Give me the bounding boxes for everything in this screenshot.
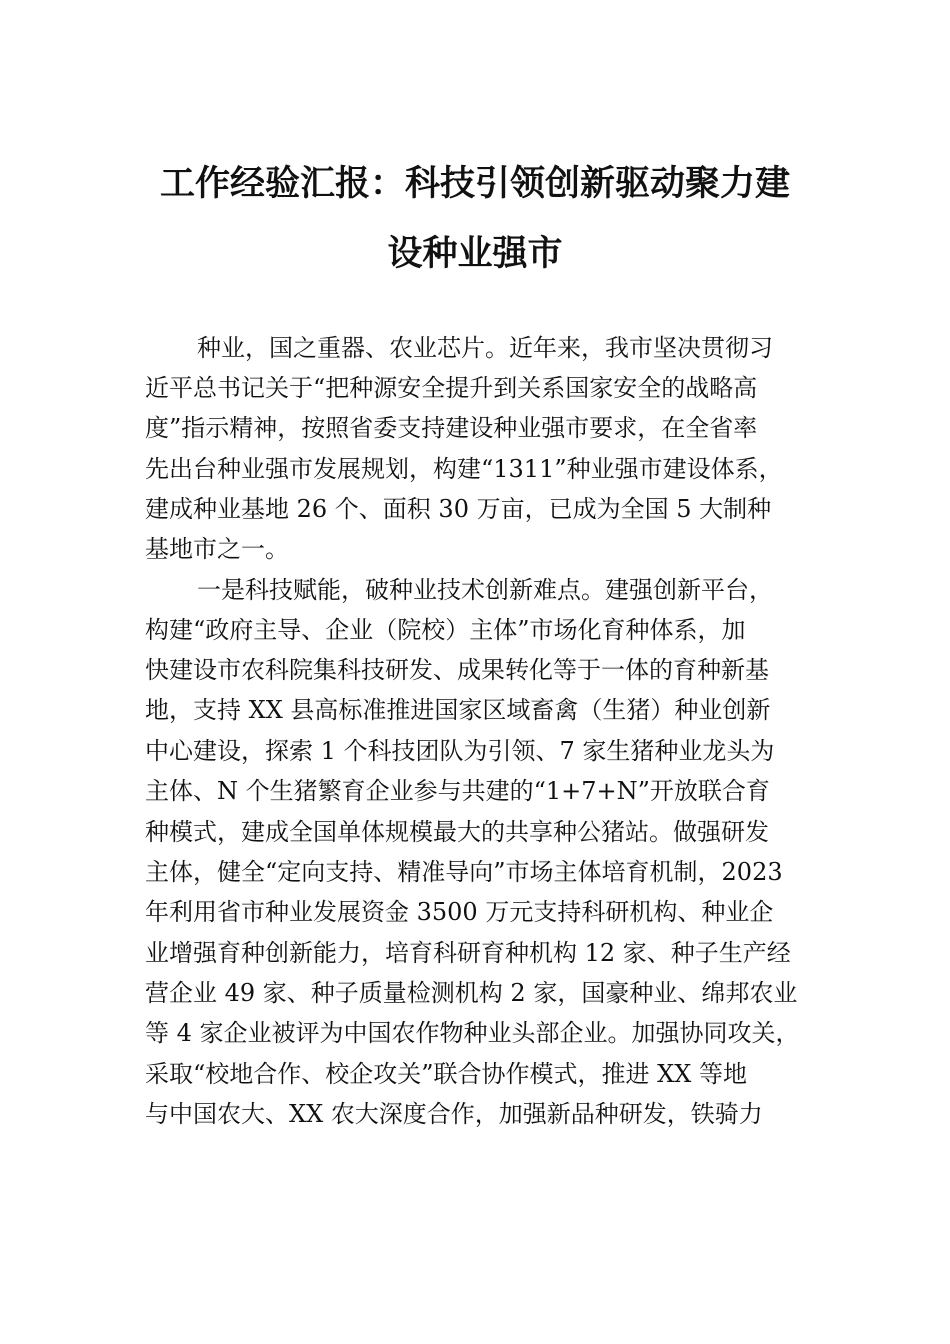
paragraph-1-line-2: 近平总书记关于“把种源安全提升到关系国家安全的战略高 <box>145 374 758 402</box>
paragraph-2-line-2: 构建“政府主导、企业（院校）主体”市场化育种体系，加 <box>145 616 746 644</box>
document-title-line-1: 工作经验汇报：科技引领创新驱动聚力建 <box>159 163 790 204</box>
paragraph-2-line-14: 与中国农大、XX 农大深度合作，加强新品种研发，铁骑力 <box>145 1100 763 1128</box>
paragraph-2-line-8: 主体，健全“定向支持、精准导向”市场主体培育机制，2023 <box>145 858 783 886</box>
paragraph-1-line-6: 基地市之一。 <box>145 535 289 563</box>
paragraph-1-line-4: 先出台种业强市发展规划，构建“1311”种业强市建设体系， <box>145 455 783 483</box>
paragraph-2-line-5: 中心建设，探索 1 个科技团队为引领、7 家生猪种业龙头为 <box>145 737 775 765</box>
paragraph-2-line-7: 种模式，建成全国单体规模最大的共享种公猪站。做强研发 <box>145 818 769 846</box>
paragraph-2-line-3: 快建设市农科院集科技研发、成果转化等于一体的育种新基 <box>145 656 769 684</box>
paragraph-2-line-1: 一是科技赋能，破种业技术创新难点。建强创新平台， <box>197 576 773 604</box>
paragraph-2-line-12: 等 4 家企业被评为中国农作物种业头部企业。加强协同攻关， <box>145 1019 800 1047</box>
paragraph-1-line-1: 种业，国之重器、农业芯片。近年来，我市坚决贯彻习 <box>197 334 773 362</box>
paragraph-1-line-3: 度”指示精神，按照省委支持建设种业强市要求，在全省率 <box>145 414 758 442</box>
paragraph-2-line-4: 地，支持 XX 县高标准推进国家区域畜禽（生猪）种业创新 <box>145 696 771 724</box>
paragraph-2-line-11: 营企业 49 家、种子质量检测机构 2 家，国豪种业、绵邦农业 <box>145 979 798 1007</box>
paragraph-2-line-13: 采取“校地合作、校企攻关”联合协作模式，推进 XX 等地 <box>145 1060 747 1088</box>
paragraph-2-line-6: 主体、N 个生猪繁育企业参与共建的“1+7+N”开放联合育 <box>145 777 770 805</box>
paragraph-2-line-9: 年利用省市种业发展资金 3500 万元支持科研机构、种业企 <box>145 898 774 926</box>
paragraph-2-line-10: 业增强育种创新能力，培育科研育种机构 12 家、种子生产经 <box>145 939 791 967</box>
paragraph-1-line-5: 建成种业基地 26 个、面积 30 万亩，已成为全国 5 大制种 <box>145 495 772 523</box>
document-title-line-2: 设种业强市 <box>387 233 563 274</box>
